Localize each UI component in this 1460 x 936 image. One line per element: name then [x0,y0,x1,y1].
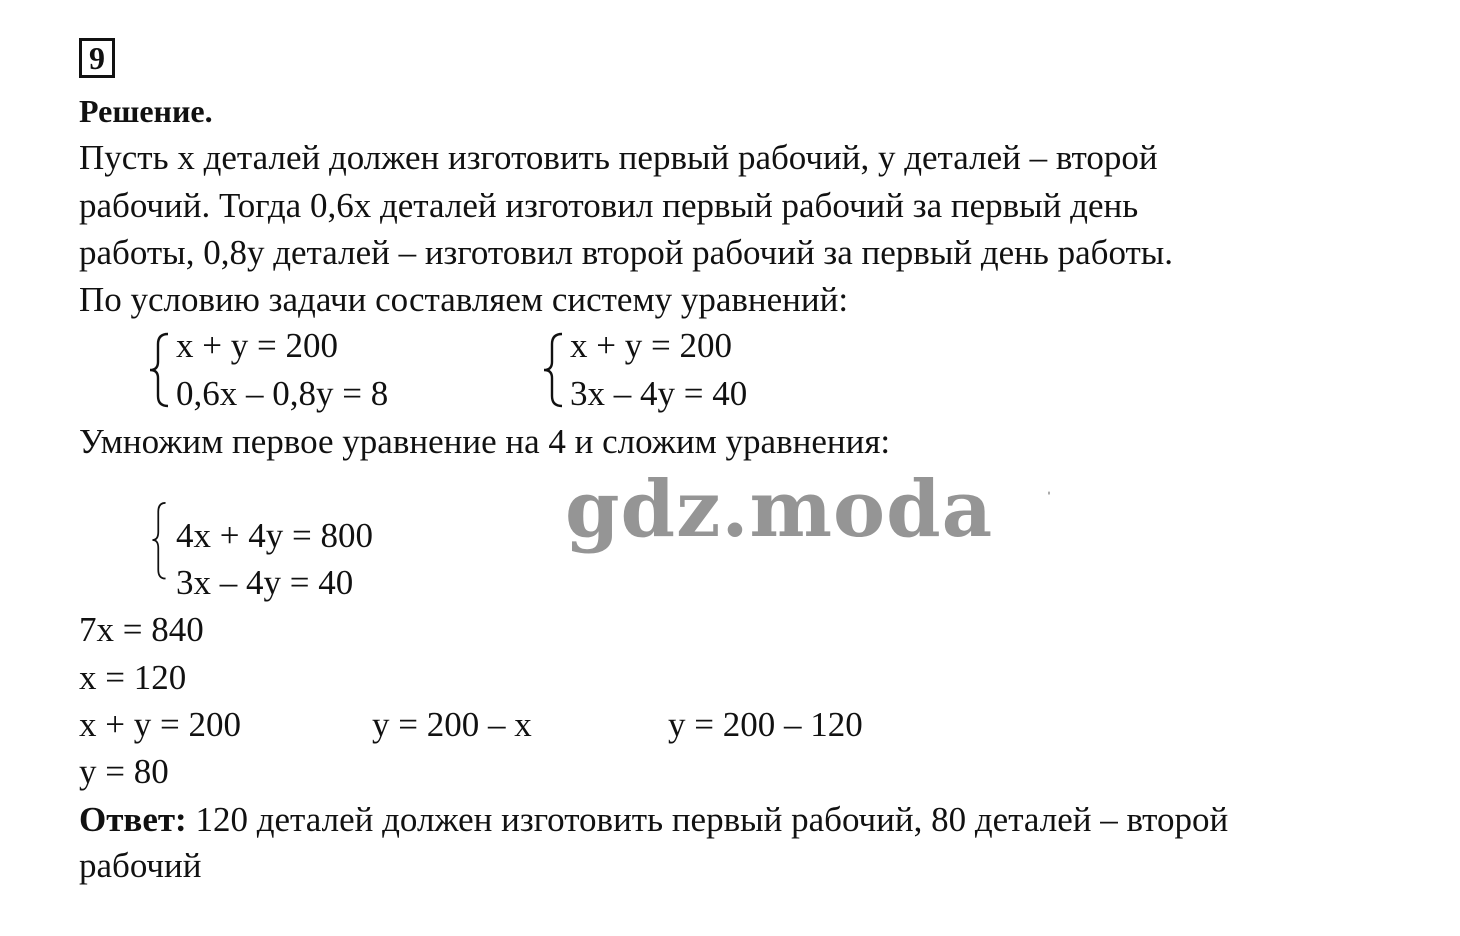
answer-line-2: рабочий [79,846,202,885]
solution-heading: Решение. [79,93,213,129]
step-text: Умножим первое уравнение на 4 и сложим уравнения: [79,422,891,461]
answer-line [79,800,1228,840]
answer-text: 120 деталей должен изготовить первый рабочий, 80 деталей – второй [186,800,1229,839]
answer-label: Ответ: [79,800,187,839]
system-1-equation-2: 0,6x – 0,8y = 8 [176,374,389,413]
intro-line-2: рабочий. Тогда 0,6x деталей изготовил первый рабочий за первый день [79,186,1139,225]
intro-line-4: По условию задачи составляем систему уравнений: [79,280,849,319]
calc-line-3a: x + y = 200 [79,705,241,744]
system-3-brace [144,500,174,580]
calc-line-3b: y = 200 – x [372,705,532,744]
watermark-tick-mark: ˈ [1046,488,1052,508]
task-number-box: 9 [79,38,115,78]
system-2-equation-2: 3x – 4y = 40 [570,374,748,413]
calc-line-1: 7x = 840 [79,610,204,649]
calc-line-3c: y = 200 – 120 [668,705,863,744]
system-2-brace [538,330,568,410]
watermark-logo: gdz.moda [565,464,994,555]
system-3-equation-1: 4x + 4y = 800 [176,516,373,555]
system-1-brace [144,330,174,410]
system-3-equation-2: 3x – 4y = 40 [176,563,354,602]
system-1-equation-1: x + y = 200 [176,326,338,365]
intro-line-3: работы, 0,8y деталей – изготовил второй рабочий за первый день работы. [79,233,1174,272]
intro-line-1: Пусть x деталей должен изготовить первый рабочий, y деталей – второй [79,138,1158,177]
calc-line-4: y = 80 [79,752,169,791]
system-2-equation-1: x + y = 200 [570,326,732,365]
calc-line-2: x = 120 [79,658,187,697]
